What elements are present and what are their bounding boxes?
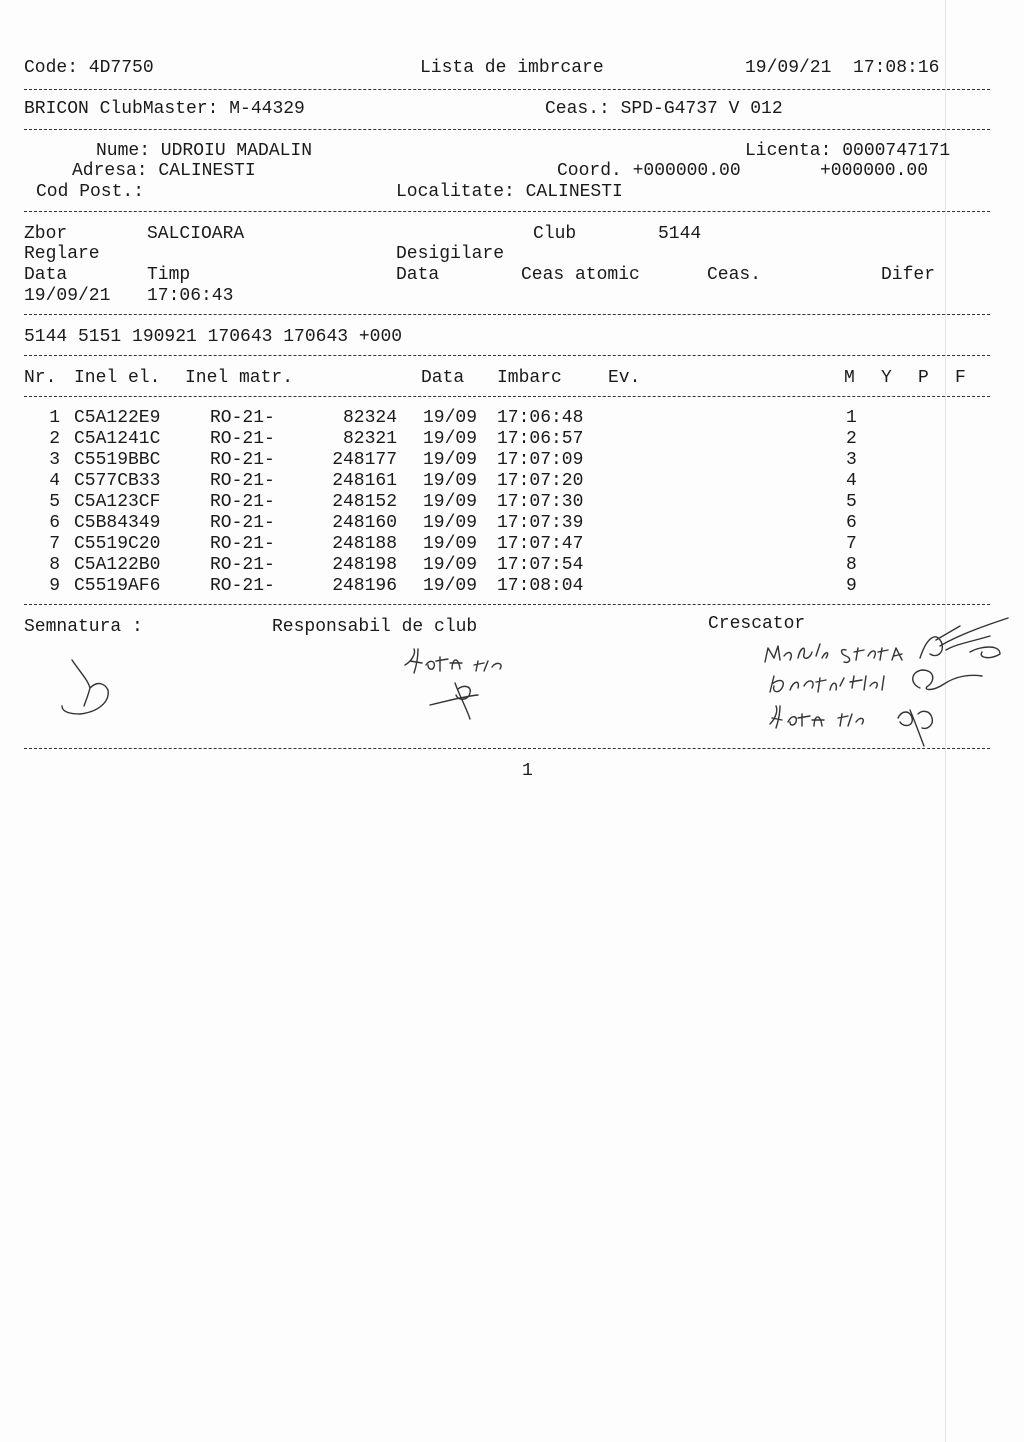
row-ring-prefix: RO-21- — [210, 408, 275, 428]
col-header-f: F — [955, 368, 966, 388]
row-nr: 4 — [49, 471, 60, 491]
difference-label: Difer — [881, 265, 936, 285]
row-nr: 5 — [49, 492, 60, 512]
table-row — [0, 408, 1024, 429]
row-m: 6 — [846, 513, 857, 533]
table-row — [0, 429, 1024, 450]
row-nr: 8 — [49, 555, 60, 575]
clock-id: Ceas.: SPD-G4737 V 012 — [545, 99, 783, 119]
owner-address: Adresa: CALINESTI — [72, 161, 256, 181]
divider — [24, 355, 990, 356]
signature-image — [50, 650, 120, 720]
divider — [24, 604, 990, 605]
row-m: 5 — [846, 492, 857, 512]
row-date: 19/09 — [423, 408, 478, 428]
row-m: 9 — [846, 576, 857, 596]
row-nr: 1 — [49, 408, 60, 428]
club-responsible-label: Responsabil de club — [272, 617, 478, 637]
row-m: 8 — [846, 555, 857, 575]
table-row — [0, 471, 1024, 492]
row-time: 17:07:39 — [497, 513, 584, 533]
divider — [24, 129, 990, 130]
row-date: 19/09 — [423, 534, 478, 554]
row-time: 17:07:30 — [497, 492, 584, 512]
col-header-data: Data — [421, 368, 465, 388]
divider — [24, 748, 990, 749]
col-header-y: Y — [881, 368, 892, 388]
row-ring-prefix: RO-21- — [210, 555, 275, 575]
col-header-inel-matr: Inel matr. — [185, 368, 294, 388]
row-electronic-ring: C5A122B0 — [74, 555, 161, 575]
row-ring-prefix: RO-21- — [210, 429, 275, 449]
row-electronic-ring: C5519C20 — [74, 534, 161, 554]
row-electronic-ring: C5A123CF — [74, 492, 161, 512]
setting-label: Reglare — [24, 244, 100, 264]
date-label: Data — [24, 265, 68, 285]
locality: Localitate: CALINESTI — [396, 182, 623, 202]
row-ring-number: 82321 — [342, 429, 397, 449]
table-row — [0, 450, 1024, 471]
row-m: 4 — [846, 471, 857, 491]
flight-name: SALCIOARA — [147, 224, 245, 244]
row-electronic-ring: C5A122E9 — [74, 408, 161, 428]
col-header-imbarc: Imbarc — [497, 368, 562, 388]
row-ring-number: 248198 — [332, 555, 397, 575]
setting-date: 19/09/21 — [24, 286, 111, 306]
divider — [24, 396, 990, 397]
atomic-clock-label: Ceas atomic — [521, 265, 640, 285]
table-row — [0, 555, 1024, 576]
row-nr: 3 — [49, 450, 60, 470]
row-electronic-ring: C5519AF6 — [74, 576, 161, 596]
col-header-m: M — [844, 368, 855, 388]
row-nr: 9 — [49, 576, 60, 596]
table-row — [0, 576, 1024, 597]
row-ring-prefix: RO-21- — [210, 534, 275, 554]
divider — [24, 314, 990, 315]
row-ring-number: 248177 — [332, 450, 397, 470]
club-responsible-signature — [400, 645, 530, 725]
table-row — [0, 513, 1024, 534]
flight-label: Zbor — [24, 224, 68, 244]
table-row — [0, 492, 1024, 513]
row-nr: 6 — [49, 513, 60, 533]
clock-label: Ceas. — [707, 265, 762, 285]
postal-code: Cod Post.: — [36, 182, 145, 202]
coordinates-second: +000000.00 — [820, 161, 929, 181]
unsealing-label: Desigilare — [396, 244, 505, 264]
row-ring-number: 82324 — [342, 408, 397, 428]
coordinates: Coord. +000000.00 — [557, 161, 741, 181]
row-ring-prefix: RO-21- — [210, 576, 275, 596]
document-title: Lista de imbrcare — [420, 58, 604, 78]
row-electronic-ring: C5B84349 — [74, 513, 161, 533]
breeder-signatures — [760, 614, 1010, 754]
time-label: Timp — [147, 265, 191, 285]
row-m: 3 — [846, 450, 857, 470]
row-ring-prefix: RO-21- — [210, 450, 275, 470]
row-time: 17:07:20 — [497, 471, 584, 491]
col-header-nr: Nr. — [24, 368, 57, 388]
page-number: 1 — [522, 761, 533, 781]
row-date: 19/09 — [423, 492, 478, 512]
col-header-p: P — [918, 368, 929, 388]
divider — [24, 89, 990, 90]
row-date: 19/09 — [423, 513, 478, 533]
clubmaster-id: BRICON ClubMaster: M-44329 — [24, 99, 305, 119]
col-header-ev: Ev. — [608, 368, 641, 388]
table-row — [0, 534, 1024, 555]
row-ring-prefix: RO-21- — [210, 513, 275, 533]
owner-license: Licenta: 0000747171 — [745, 141, 951, 161]
row-time: 17:08:04 — [497, 576, 584, 596]
row-time: 17:07:09 — [497, 450, 584, 470]
row-time: 17:07:54 — [497, 555, 584, 575]
row-m: 2 — [846, 429, 857, 449]
row-ring-number: 248160 — [332, 513, 397, 533]
date-label-2: Data — [396, 265, 440, 285]
divider — [24, 211, 990, 212]
row-nr: 7 — [49, 534, 60, 554]
row-ring-number: 248161 — [332, 471, 397, 491]
row-ring-prefix: RO-21- — [210, 471, 275, 491]
club-label: Club — [533, 224, 577, 244]
document-datetime: 19/09/21 17:08:16 — [745, 58, 940, 78]
row-date: 19/09 — [423, 576, 478, 596]
signature-label: Semnatura : — [24, 617, 143, 637]
row-time: 17:06:57 — [497, 429, 584, 449]
owner-name: Nume: UDROIU MADALIN — [96, 141, 313, 161]
row-electronic-ring: C577CB33 — [74, 471, 161, 491]
row-ring-number: 248188 — [332, 534, 397, 554]
row-electronic-ring: C5519BBC — [74, 450, 161, 470]
row-m: 1 — [846, 408, 857, 428]
row-date: 19/09 — [423, 471, 478, 491]
row-ring-number: 248196 — [332, 576, 397, 596]
code-line: 5144 5151 190921 170643 170643 +000 — [24, 327, 403, 347]
row-ring-prefix: RO-21- — [210, 492, 275, 512]
row-time: 17:06:48 — [497, 408, 584, 428]
club-number: 5144 — [658, 224, 702, 244]
row-m: 7 — [846, 534, 857, 554]
row-ring-number: 248152 — [332, 492, 397, 512]
row-date: 19/09 — [423, 555, 478, 575]
col-header-inel-el: Inel el. — [74, 368, 161, 388]
breeder-label: Crescator — [708, 614, 806, 634]
row-time: 17:07:47 — [497, 534, 584, 554]
setting-time: 17:06:43 — [147, 286, 234, 306]
row-date: 19/09 — [423, 429, 478, 449]
document-code: Code: 4D7750 — [24, 58, 154, 78]
row-date: 19/09 — [423, 450, 478, 470]
row-nr: 2 — [49, 429, 60, 449]
row-electronic-ring: C5A1241C — [74, 429, 161, 449]
